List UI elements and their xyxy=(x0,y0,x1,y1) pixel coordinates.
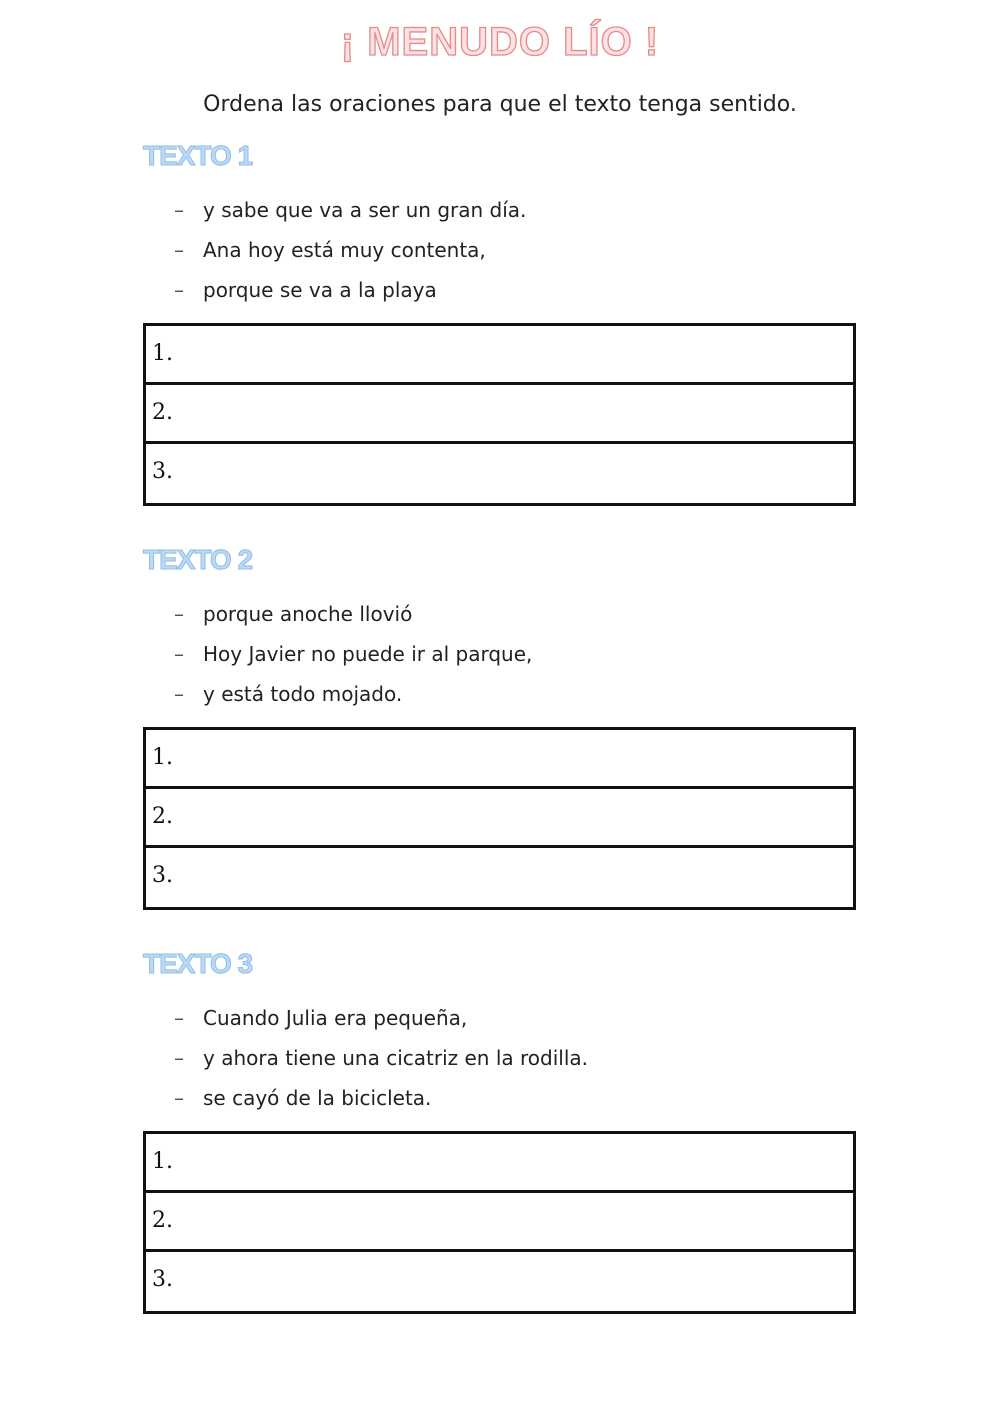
dash-bullet: – xyxy=(174,198,184,222)
sentence-text: Hoy Javier no puede ir al parque, xyxy=(203,642,533,666)
section-texto-2 xyxy=(0,544,1000,944)
sentence-item xyxy=(174,674,532,714)
answer-row-3[interactable] xyxy=(146,1252,853,1311)
answer-number: 2. xyxy=(152,804,173,829)
answer-number: 3. xyxy=(152,459,173,484)
sentence-text: y ahora tiene una cicatriz en la rodilla. xyxy=(203,1046,588,1070)
answer-table xyxy=(143,1131,856,1314)
answer-row-1[interactable] xyxy=(146,326,853,385)
section-title: TEXTO 1 xyxy=(143,140,253,171)
answer-number: 3. xyxy=(152,863,173,888)
answer-table xyxy=(143,727,856,910)
section-title: TEXTO 2 xyxy=(143,544,253,575)
sentence-item xyxy=(174,998,588,1038)
sentence-list xyxy=(174,998,588,1118)
section-title: TEXTO 3 xyxy=(143,948,253,979)
sentence-list xyxy=(174,594,532,714)
instruction-text: Ordena las oraciones para que el texto tenga sentido. xyxy=(203,92,797,117)
dash-bullet: – xyxy=(174,1046,184,1070)
sentence-item xyxy=(174,230,526,270)
sentence-text: Ana hoy está muy contenta, xyxy=(203,238,486,262)
answer-number: 3. xyxy=(152,1267,173,1292)
answer-number: 1. xyxy=(152,1149,173,1174)
answer-number: 2. xyxy=(152,1208,173,1233)
section-texto-1 xyxy=(0,140,1000,540)
sentence-item xyxy=(174,594,532,634)
answer-row-2[interactable] xyxy=(146,385,853,444)
worksheet-title: ¡ MENUDO LÍO ! xyxy=(340,20,660,64)
sentence-item xyxy=(174,1038,588,1078)
dash-bullet: – xyxy=(174,238,184,262)
answer-number: 1. xyxy=(152,341,173,366)
answer-number: 1. xyxy=(152,745,173,770)
answer-row-3[interactable] xyxy=(146,848,853,907)
dash-bullet: – xyxy=(174,602,184,626)
dash-bullet: – xyxy=(174,1006,184,1030)
answer-row-2[interactable] xyxy=(146,1193,853,1252)
answer-row-3[interactable] xyxy=(146,444,853,503)
answer-number: 2. xyxy=(152,400,173,425)
sentence-text: Cuando Julia era pequeña, xyxy=(203,1006,468,1030)
sentence-text: y sabe que va a ser un gran día. xyxy=(203,198,527,222)
sentence-item xyxy=(174,270,526,310)
sentence-text: se cayó de la bicicleta. xyxy=(203,1086,432,1110)
answer-row-1[interactable] xyxy=(146,1134,853,1193)
dash-bullet: – xyxy=(174,642,184,666)
section-texto-3 xyxy=(0,948,1000,1348)
dash-bullet: – xyxy=(174,278,184,302)
sentence-text: porque se va a la playa xyxy=(203,278,437,302)
sentence-item xyxy=(174,1078,588,1118)
sentence-item xyxy=(174,634,532,674)
sentence-item xyxy=(174,190,526,230)
dash-bullet: – xyxy=(174,682,184,706)
sentence-text: porque anoche llovió xyxy=(203,602,413,626)
sentence-list xyxy=(174,190,526,310)
dash-bullet: – xyxy=(174,1086,184,1110)
answer-row-2[interactable] xyxy=(146,789,853,848)
answer-table xyxy=(143,323,856,506)
answer-row-1[interactable] xyxy=(146,730,853,789)
sentence-text: y está todo mojado. xyxy=(203,682,403,706)
